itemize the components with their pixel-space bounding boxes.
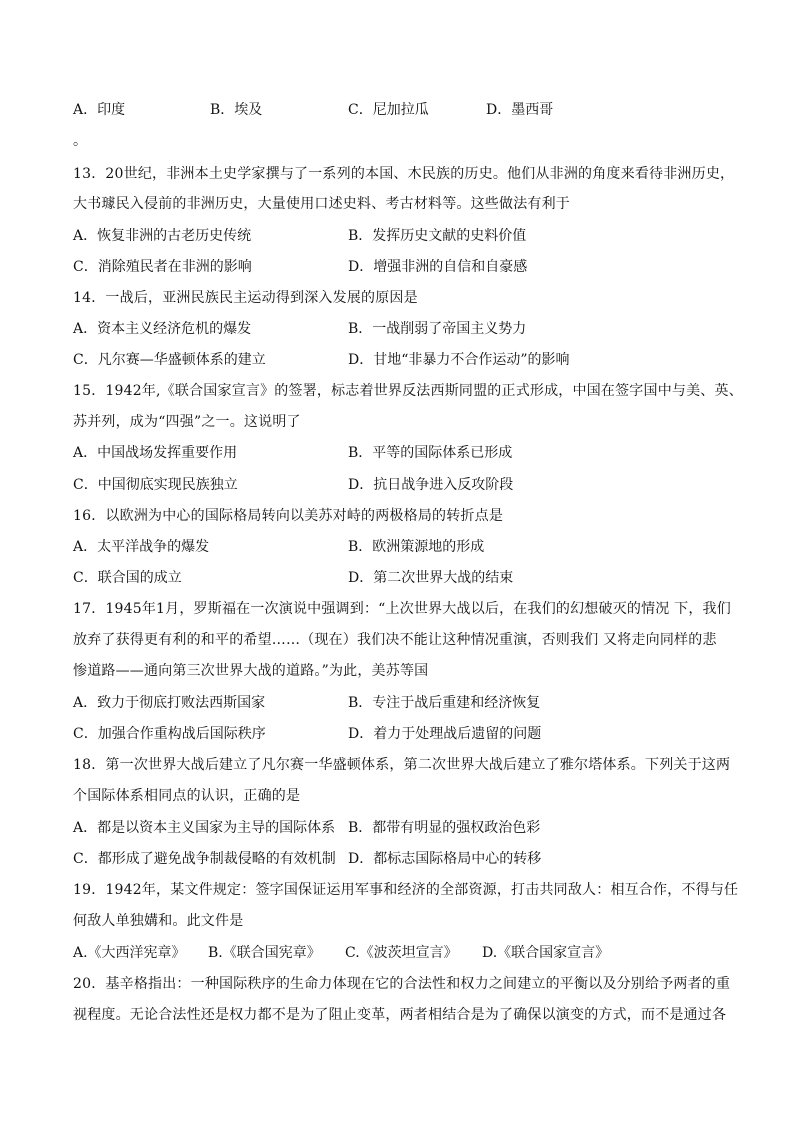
q19-stem-line-2: 何敌人单独媾和。此文件是 xyxy=(73,913,244,929)
q13-option-c[interactable]: C．消除殖民者在非洲的影响 xyxy=(73,259,252,275)
q16-option-d[interactable]: D．第二次世界大战的结束 xyxy=(348,570,514,586)
q12-option-a[interactable]: A．印度 xyxy=(73,102,126,118)
stray-mark: 。 xyxy=(73,133,87,149)
q20-stem-line-1: 20．基辛格指出：一种国际秩序的生命力体现在它的合法性和权力之间建立的平衡以及分别给予两者的重 xyxy=(73,976,731,992)
q14-option-a[interactable]: A．资本主义经济危机的爆发 xyxy=(73,321,252,337)
q16-option-c[interactable]: C．联合国的成立 xyxy=(73,570,182,586)
q14-stem-line-1: 14．一战后，亚洲民族民主运动得到深入发展的原因是 xyxy=(73,290,418,306)
q13-option-d[interactable]: D．增强非洲的自信和自豪感 xyxy=(348,259,528,275)
q13-option-b[interactable]: B．发挥历史文献的史料价值 xyxy=(348,228,527,244)
q13-stem-line-1: 13．20世纪，非洲本土史学家撰与了一系列的本国、木民族的历史。他们从非洲的角度来看待非洲历史， xyxy=(73,166,735,182)
q16-stem-line-1: 16．以欧洲为中心的国际格局转向以美苏对峙的两极格局的转折点是 xyxy=(73,508,504,524)
q16-option-b[interactable]: B．欧洲策源地的形成 xyxy=(348,539,485,555)
q18-option-b[interactable]: B．都带有明显的强权政治色彩 xyxy=(348,820,541,836)
q13-option-a[interactable]: A．恢复非洲的古老历史传统 xyxy=(73,228,252,244)
q19-option-c[interactable]: C.《波茨坦宣言》 xyxy=(345,945,458,961)
q15-option-b[interactable]: B．平等的国际体系已形成 xyxy=(348,445,513,461)
q19-stem-line-1: 19．1942年，某文件规定：签字国保证运用军事和经济的全部资源，打击共同敌人：相互合作，不得与任 xyxy=(73,882,739,898)
q15-stem-line-1: 15．1942年,《联合国家宣言》的签署，标志着世界反法西斯同盟的正式形成，中国在签字国中与美、英、 xyxy=(73,383,743,399)
q19-option-a[interactable]: A.《大西洋宪章》 xyxy=(73,945,186,961)
q15-option-a[interactable]: A．中国战场发挥重要作用 xyxy=(73,445,238,461)
q19-option-b[interactable]: B.《联合国宪章》 xyxy=(208,945,321,961)
q15-stem-line-2: 苏并列，成为“四强”之一。这说明了 xyxy=(73,414,301,430)
q13-stem-line-2: 大书璩民入侵前的非洲历史，大量使用口述史料、考古材料等。这些做法有利于 xyxy=(73,196,570,212)
q14-option-d[interactable]: D．甘地“非暴力不合作运动”的影响 xyxy=(348,352,570,368)
q12-option-c[interactable]: C．尼加拉瓜 xyxy=(348,102,429,118)
q15-option-d[interactable]: D．抗日战争进入反攻阶段 xyxy=(348,477,514,493)
q17-stem-line-3: 惨道路——通向第三次世界大战的道路。”为此，美苏等国 xyxy=(73,663,429,679)
q17-stem-line-1: 17．1945年1月，罗斯福在一次演说中强调到：“上次世界大战以后，在我们的幻想破灭的情况 下，我们 xyxy=(73,601,731,617)
q18-option-d[interactable]: D．都标志国际格局中心的转移 xyxy=(348,851,542,867)
q15-option-c[interactable]: C．中国彻底实现民族独立 xyxy=(73,477,238,493)
q17-stem-line-2: 放弃了获得更有利的和平的希望……（现在）我们决不能让这种情况重演，否则我们 又将走向同样的悲 xyxy=(73,632,717,648)
q12-option-d[interactable]: D．墨西哥 xyxy=(486,102,554,118)
q20-stem-line-2: 视程度。无论合法性还是权力都不是为了阻止变革，两者相结合是为了确保以演变的方式，而不是通过各 xyxy=(73,1007,727,1023)
q17-option-b[interactable]: B．专注于战后重建和经济恢复 xyxy=(348,695,541,711)
q17-option-a[interactable]: A．致力于彻底打败法西斯国家 xyxy=(73,695,266,711)
q14-option-b[interactable]: B．一战削弱了帝国主义势力 xyxy=(348,321,527,337)
q12-option-b[interactable]: B．埃及 xyxy=(210,102,263,118)
q19-option-d[interactable]: D.《联合国家宣言》 xyxy=(482,945,610,961)
q17-option-d[interactable]: D．着力于处理战后遗留的问题 xyxy=(348,726,542,742)
q18-stem-line-2: 个国际体系相同点的认识，正确的是 xyxy=(73,788,301,804)
q18-option-a[interactable]: A．都是以资本主义国家为主导的国际体系 xyxy=(73,820,336,836)
q17-option-c[interactable]: C．加强合作重构战后国际秩序 xyxy=(73,726,266,742)
q14-option-c[interactable]: C．凡尔赛—华盛顿体系的建立 xyxy=(73,352,266,368)
q18-stem-line-1: 18．第一次世界大战后建立了凡尔赛一华盛顿体系，第二次世界大战后建立了雅尔塔体系。下列关于这两 xyxy=(73,757,731,773)
q18-option-c[interactable]: C．都形成了避免战争制裁侵略的有效机制 xyxy=(73,851,336,867)
q16-option-a[interactable]: A．太平洋战争的爆发 xyxy=(73,539,210,555)
